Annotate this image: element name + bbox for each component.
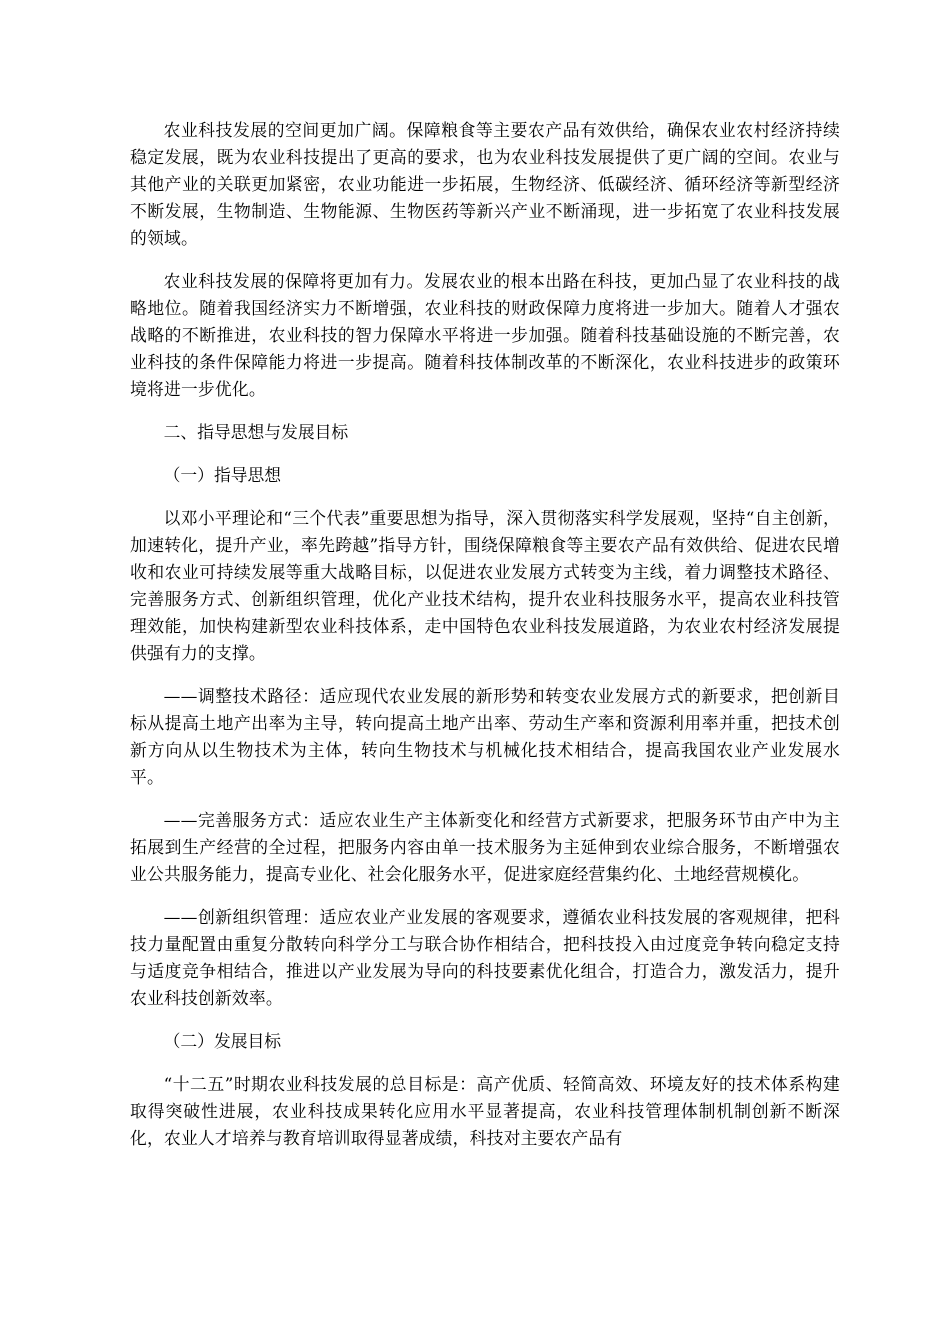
paragraph-improve-service-mode: ——完善服务方式：适应农业生产主体新变化和经营方式新要求，把服务环节由产中为主拓展到生产经营的全过程，把服务内容由单一技术服务为主延伸到农业综合服务，不断增强农业公共服务能力，提高专业化、社会化服务水平，促进家庭经营集约化、土地经营规模化。 (130, 810, 840, 884)
paragraph-adjust-technical-path: ——调整技术路径：适应现代农业发展的新形势和转变农业发展方式的新要求，把创新目标从提高土地产出率为主导，转向提高土地产出率、劳动生产率和资源利用率并重，把技术创新方向从以生物技术为主体，转向生物技术与机械化技术相结合，提高我国农业产业发展水平。 (130, 686, 840, 787)
subsection-heading-guiding-ideology: （一）指导思想 (163, 465, 282, 485)
paragraph-guiding-ideology: 以邓小平理论和“三个代表”重要思想为指导，深入贯彻落实科学发展观，坚持“自主创新，加速转化，提升产业，率先跨越”指导方针，围绕保障粮食等主要农产品有效供给、促进农民增收和农业可持续发展等重大战略目标，以促进农业发展方式转变为主线，着力调整技术路径、完善服务方式、创新组织管理，优化产业技术结构，提升农业科技服务水平，提高农业科技管理效能，加快构建新型农业科技体系，走中国特色农业科技发展道路，为农业农村经济发展提供强有力的支撑。 (130, 508, 840, 663)
document-body (130, 117, 840, 1168)
paragraph-guarantee-stronger: 农业科技发展的保障将更加有力。发展农业的根本出路在科技，更加凸显了农业科技的战略地位。随着我国经济实力不断增强，农业科技的财政保障力度将进一步加大。随着人才强农战略的不断推进，农业科技的智力保障水平将进一步加强。随着科技基础设施的不断完善，农业科技的条件保障能力将进一步提高。随着科技体制改革的不断深化，农业科技进步的政策环境将进一步优化。 (130, 271, 840, 399)
section-heading-guiding-ideology-and-goals: 二、指导思想与发展目标 (163, 422, 349, 442)
paragraph-innovate-organization-management: ——创新组织管理：适应农业产业发展的客观要求，遵循农业科技发展的客观规律，把科技力量配置由重复分散转向科学分工与联合协作相结合，把科技投入由过度竞争转向稳定支持与适度竞争相结合，推进以产业发展为导向的科技要素优化组合，打造合力，激发活力，提升农业科技创新效率。 (130, 907, 840, 1008)
paragraph-overall-goal: “十二五”时期农业科技发展的总目标是：高产优质、轻简高效、环境友好的技术体系构建取得突破性进展，农业科技成果转化应用水平显著提高，农业科技管理体制机制创新不断深化，农业人才培养与教育培训取得显著成绩，科技对主要农产品有 (130, 1074, 840, 1148)
subsection-heading-development-goals: （二）发展目标 (163, 1031, 282, 1051)
paragraph-space-broader: 农业科技发展的空间更加广阔。保障粮食等主要农产品有效供给，确保农业农村经济持续稳定发展，既为农业科技提出了更高的要求，也为农业科技发展提供了更广阔的空间。农业与其他产业的关联更加紧密，农业功能进一步拓展，生物经济、低碳经济、循环经济等新型经济不断发展，生物制造、生物能源、生物医药等新兴产业不断涌现，进一步拓宽了农业科技发展的领域。 (130, 120, 840, 248)
